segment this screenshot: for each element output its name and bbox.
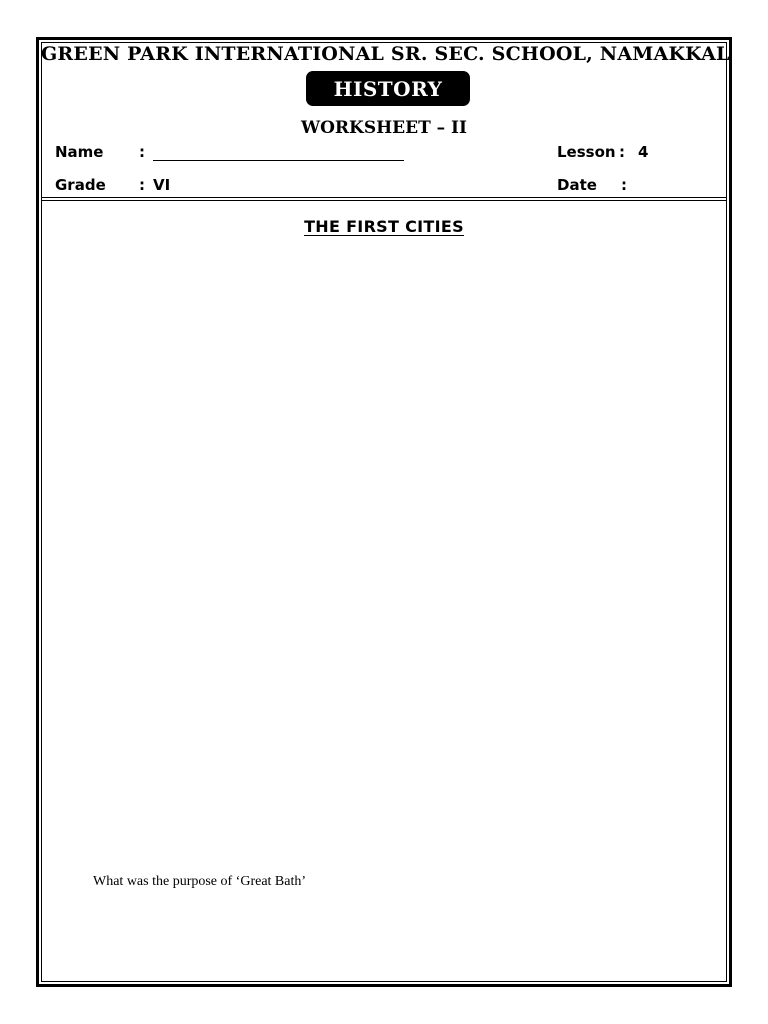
section-title: THE FIRST CITIES bbox=[304, 217, 464, 236]
header-divider-bottom bbox=[41, 200, 727, 201]
school-name: GREEN PARK INTERNATIONAL SR. SEC. SCHOOL, NAMAKKAL bbox=[41, 43, 730, 65]
worksheet-title: WORKSHEET – II bbox=[301, 118, 467, 138]
lesson-value: 4 bbox=[638, 143, 649, 161]
name-colon: : bbox=[139, 143, 145, 161]
question-text: What was the purpose of ‘Great Bath’ bbox=[93, 874, 307, 889]
name-blank-line[interactable] bbox=[153, 160, 404, 161]
subject-badge: HISTORY bbox=[306, 71, 470, 106]
name-label: Name bbox=[55, 143, 104, 161]
lesson-colon: : bbox=[619, 143, 625, 161]
lesson-label: Lesson bbox=[557, 143, 616, 161]
header-divider-top bbox=[41, 197, 727, 198]
date-colon: : bbox=[621, 176, 627, 194]
grade-label: Grade bbox=[55, 176, 106, 194]
grade-value: VI bbox=[153, 176, 171, 194]
date-label: Date bbox=[557, 176, 597, 194]
grade-colon: : bbox=[139, 176, 145, 194]
